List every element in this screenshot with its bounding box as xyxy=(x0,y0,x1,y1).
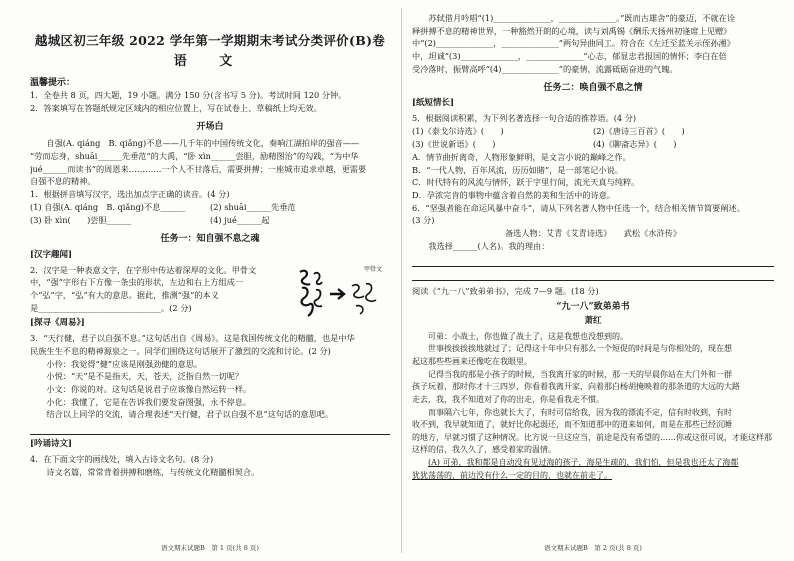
cont-line-4: 中，坦诚“(3)______________，______________”心志，郁显忠君报国的情怀；李白在倍 xyxy=(412,51,727,62)
q5-choice-b: B．“一代人物，百年风流，历历如睹”，是一部笔记小说。 xyxy=(412,164,623,175)
essay-line-11: (A) 可弟，我和都是自动没有见过海的孩子，海是生疏的，我们怕，但是我也还太了海都 xyxy=(428,458,739,468)
cont-line-2: 释拼搏不息的精神世界，一种豁然开朗的心境，读与刘禹锡《酬乐天扬州初逢席上见赠》 xyxy=(412,25,732,36)
q3-line-4: 小悦：“天”是不是指天，天，苍天，泛指自然一切呢？ xyxy=(46,371,244,382)
essay-line-3: 起这那些些画来还像吃在我眼里。 xyxy=(412,357,532,367)
q3-line-6: 小化：我懂了，它是在告诉我们要发奋图强，永不停息。 xyxy=(46,396,252,407)
q5-choice-c: C．时代特有的风流与情怀，跃于字里行间，流光天真与纯粹。 xyxy=(412,177,640,188)
opening-heading: 开场白 xyxy=(196,121,224,132)
opening-line-1: 自强(A. qiáng B. qiǎng)不息——几千年的中国传统文化，奏响江湖拍岸的强音—— xyxy=(46,138,360,149)
q5-book-2: (2)《唐诗三百首》( ) xyxy=(593,125,685,136)
essay-line-4: 记得当我的那是小孩子的时候，当我离开家的时候，那一天的早晨你站在大门外和一群 xyxy=(428,369,732,379)
answer-line[interactable] xyxy=(412,254,774,267)
right-page xyxy=(412,0,774,561)
notice-item-2: 2．答案填写在答题纸规定区域内的相应位置上，写在试卷上、草稿纸上均无效。 xyxy=(30,102,322,113)
page-divider xyxy=(401,8,402,553)
q2-line-2: 中，“强”字形右下方像一条虫的形状，左边和右上方组成一 xyxy=(30,277,244,288)
question-5: 5．根据阅读积累，为下列名著选择一句合适的推荐语。(4 分) xyxy=(412,113,637,123)
q4-line-2: 诗文名篇，常常背着拼搏和磨练，与传统文化精髓相契合。 xyxy=(46,466,260,477)
q5-choice-a: A．情节曲折离奇，人物形象鲜明，是文言小说的巅峰之作。 xyxy=(412,151,631,162)
reading-intro: 阅读《“九一八”致弟弟书》，完成 7—9 题。(18 分) xyxy=(412,285,599,296)
notice-item-1: 1．全卷共 8 页，四大题，19 小题。满分 150 分(含书写 5 分)。考试时间 120 分钟。 xyxy=(30,90,347,101)
essay-line-9: 的地方，早就习惯了这种情况。比方说一旦这应当，前途是没有希望的……你或这很可说，才能这样那 xyxy=(412,432,772,442)
q5-choice-d: D．孕浓完肯的事物中蕴含着自然的美和生活中的诗意。 xyxy=(412,190,616,201)
opening-line-4: 自强不息的精神。 xyxy=(30,176,96,187)
q3-line-5: 小文：你说的对。这句话是说君子应该像自然运转一样。 xyxy=(46,384,252,395)
essay-line-1: 可弟：小战士，你也做了战士了，这是我想也没想到的。 xyxy=(428,331,628,341)
question-1: 1．根据拼音填写汉字，选出加点字正确的读音。(4 分) xyxy=(30,189,230,200)
cont-line-3: 中“(2)______________，______________”两句异曲同工。符合在《左迁至蓝关示侄孙湘》 xyxy=(412,38,735,49)
q1-option-4: (4) jué______起 xyxy=(210,214,270,225)
tag-zhouyi: [探寻《周易》] xyxy=(30,318,85,329)
q6-choose: 我选择______(人名)。我的理由： xyxy=(428,240,550,251)
opening-line-3: jué______而读书”的周恩来…………一个人不甘落后，需要拼搏；一座城市追求卓越，更需要 xyxy=(30,163,367,174)
q5-book-1: (1)《泰戈尔诗选》( ) xyxy=(412,125,504,136)
essay-line-10: 这样的信，我久久了，感受着家的温情。 xyxy=(412,445,556,455)
answer-line[interactable] xyxy=(412,268,774,281)
question-6-points: (3 分) xyxy=(412,215,435,226)
q2-line-1: 2．汉字是一种表意文字，在字形中传达着深厚的文化。甲骨文 xyxy=(30,264,257,275)
exam-title: 越城区初三年级 2022 学年第一学期期末考试分类评价(B)卷 xyxy=(34,33,386,48)
question-1-options xyxy=(30,201,390,227)
question-2 xyxy=(30,264,390,315)
q1-option-2: (2) shuāi______先垂范 xyxy=(210,201,296,212)
q3-line-2: 民族生生不息的精神源泉之一。同学们围绕这句话展开了激烈的交流和讨论。(2 分) xyxy=(30,345,331,356)
tag-poem: [吟诵诗文] xyxy=(30,439,73,450)
essay-line-5: 孩子玩着，那时你才十三四岁，你看着我离开家，向着那白杨胡掩映着的那条道的大远的大路 xyxy=(412,382,740,392)
right-footer: 语文期末试题B 第 2 页(共 8 页) xyxy=(544,543,642,552)
essay-line-7: 而事隔六七年，你也就长大了，有时可信给我，因为我的漂流不定，信有时收到，有时 xyxy=(428,407,732,417)
essay-line-2: 世事挨挨挨挨地就过了；记得这十年中只有那么一个短促的时间是与你相处的，现在想 xyxy=(428,344,732,354)
q3-line-7: 结合以上同学的交流，请合理表述“天行健，君子以自强不息”这句话的意思吧。 xyxy=(46,409,334,420)
left-page xyxy=(30,0,390,561)
opening-line-2: “劳而忘身，shuāi______先垂范”的大禹，“卧 xìn______尝胆，励精图治”的勾践，“为中华 xyxy=(30,150,359,161)
left-footer: 语文期末试题B 第 1 页(共 8 页) xyxy=(161,543,259,552)
oracle-bone-figure xyxy=(292,264,384,324)
cont-line-5: 受冷落时，振臂高呼“(4)______________”的豪情，流露砥砺奋进的气魄。 xyxy=(412,63,678,74)
q3-line-3: 小伶：我觉得“健”应该是刚强劲健的意思。 xyxy=(46,358,203,369)
q1-option-3: (3) 卧 xìn( )尝胆______ xyxy=(30,214,132,225)
subject-title: 语 文 xyxy=(173,53,247,69)
essay-line-12: 犹犹荡荡的，前边没有什么一定的目的，也就在前走了。 xyxy=(412,470,612,480)
q5-book-3: (3)《世说新语》( ) xyxy=(412,138,496,149)
q5-books xyxy=(412,125,774,151)
essay-line-6: 走去，我，我不知道对了你的出走，你是看我走不惯。 xyxy=(412,394,604,404)
q6-candidates: 备选人物：艾青《艾青诗选》 武松《水浒传》 xyxy=(504,228,682,239)
tag-reading: [纸短情长] xyxy=(412,98,455,109)
q4-line-1: 4．在下面文字的画线处，填入古诗文名句。(8 分) xyxy=(30,454,214,465)
tag-hanzi: [汉字趣闻] xyxy=(30,249,73,260)
cont-line-1: 苏轼借月吟唱“(1)______________，______________。”既而古雄舍”的豪迈，不就在诠 xyxy=(428,13,736,23)
figure-label: 甲骨文 xyxy=(363,265,382,273)
essay-title: “九一八”致弟弟书 xyxy=(556,302,630,313)
task-2-heading: 任务二：唤自强不息之情 xyxy=(543,82,643,93)
answer-line[interactable] xyxy=(30,422,390,435)
essay-author: 萧红 xyxy=(584,315,602,326)
q1-option-1: (1) 自强(A. qiáng B. qiǎng)不息______ xyxy=(30,201,185,212)
q2-line-3: 个“弘”字，“弘”有大的意思。据此，推测“强”的本义 xyxy=(30,289,219,300)
essay-line-8: 收不到，我早就知道了，就好比你起弱还，而不知道那中的道来如何，而是在那些已经沉睡 xyxy=(412,420,732,430)
notice-heading: 温馨提示： xyxy=(30,77,76,88)
q3-line-1: 3．“天行健，君子以自强不息。”这句话出自《周易》。这是我国传统文化的精髓，也是中华 xyxy=(30,333,355,344)
q5-book-4: (4)《聊斋志异》( ) xyxy=(593,138,677,149)
question-6: 6．“坚强者能在命运风暴中奋斗”，请从下列名著人物中任选一个，结合相关情节简要阐述。 xyxy=(412,202,745,213)
task-1-heading: 任务一：知自强不息之魂 xyxy=(160,234,260,245)
q2-line-4: 是______________________________。(2 分) xyxy=(30,302,192,313)
